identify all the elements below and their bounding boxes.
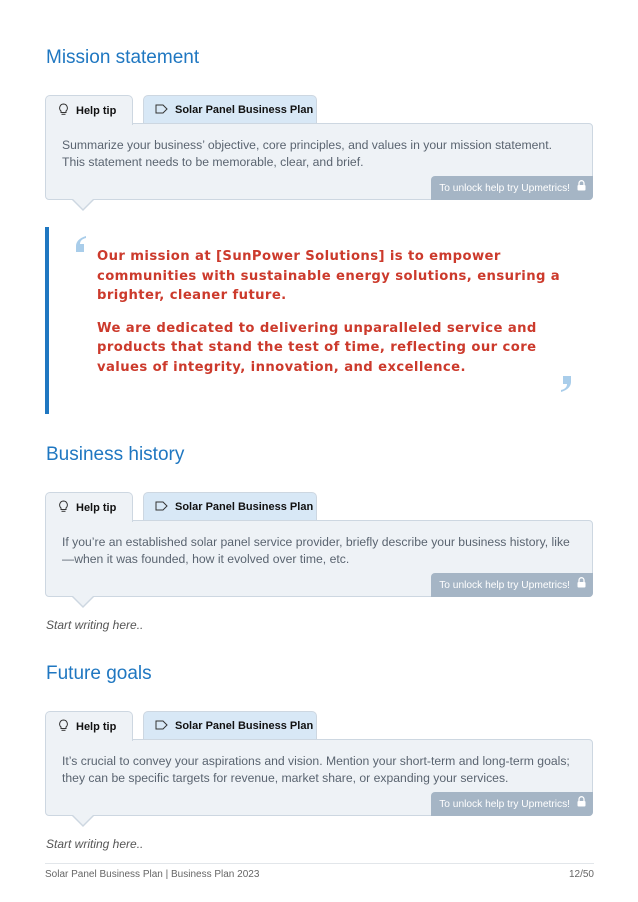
lightbulb-icon — [58, 719, 69, 735]
tab-help-tip[interactable] — [45, 492, 133, 522]
unlock-label: To unlock help try Upmetrics! — [439, 798, 570, 810]
tab-business-plan[interactable] — [143, 711, 317, 740]
lock-icon — [577, 180, 586, 197]
lock-icon — [577, 796, 586, 813]
tip-pointer — [71, 815, 95, 827]
tip-pointer — [71, 199, 95, 211]
tag-icon — [155, 501, 168, 514]
tab-business-plan-label: Solar Panel Business Plan — [175, 104, 314, 116]
quote-paragraph: Our mission at [SunPower Solutions] is to empower communities with sustainable energy solutions, ensuring a brighter, cleaner future. — [97, 249, 561, 303]
tab-help-tip[interactable] — [45, 95, 133, 125]
tab-business-plan[interactable] — [143, 492, 317, 521]
tab-help-tip[interactable] — [45, 711, 133, 741]
goals-writing-area[interactable]: Start writing here.. — [46, 837, 144, 851]
footer-divider — [45, 863, 594, 864]
tab-help-tip-label: Help tip — [76, 720, 117, 733]
unlock-help-button[interactable] — [431, 792, 593, 816]
open-quote-icon — [73, 235, 87, 258]
tip-content-box — [45, 123, 593, 200]
tag-icon — [155, 720, 168, 733]
lightbulb-icon — [58, 103, 69, 119]
history-help-tip — [45, 492, 593, 597]
tag-icon — [155, 104, 168, 117]
unlock-label: To unlock help try Upmetrics! — [439, 182, 570, 194]
tip-text: Summarize your business’ objective, core principles, and values in your mission statement. This statement needs to be memorable, clear, and brief. — [62, 138, 552, 169]
close-quote-icon — [560, 375, 574, 398]
tab-help-tip-label: Help tip — [76, 501, 117, 514]
quote-paragraph: We are dedicated to delivering unparalleled service and products that stand the test of time, reflecting our core values of integrity, innovation, and excellence. — [97, 320, 537, 375]
quote-text — [97, 247, 567, 377]
lightbulb-icon — [58, 500, 69, 516]
unlock-help-button[interactable] — [431, 573, 593, 597]
unlock-label: To unlock help try Upmetrics! — [439, 579, 570, 591]
tip-pointer — [71, 596, 95, 608]
footer-page-number: 12/50 — [568, 869, 594, 880]
footer-document-title: Solar Panel Business Plan | Business Plan 2023 — [45, 869, 260, 880]
tab-business-plan-label: Solar Panel Business Plan — [175, 501, 314, 513]
tab-help-tip-label: Help tip — [76, 104, 117, 117]
tip-text: If you’re an established solar panel service provider, briefly describe your business history, like—when it was founded, how it evolved over time, etc. — [62, 535, 570, 566]
tip-content-box — [45, 739, 593, 816]
goals-section-title: Future goals — [46, 663, 152, 684]
unlock-help-button[interactable] — [431, 176, 593, 200]
mission-help-tip — [45, 95, 593, 200]
tab-business-plan-label: Solar Panel Business Plan — [175, 720, 314, 732]
tab-business-plan[interactable] — [143, 95, 317, 124]
tip-content-box — [45, 520, 593, 597]
history-section-title: Business history — [46, 444, 185, 465]
mission-quote — [45, 227, 593, 414]
tip-text: It’s crucial to convey your aspirations and vision. Mention your short-term and long-term goals; they can be specific targets for revenue, market share, or expanding your services. — [62, 754, 570, 785]
history-writing-area[interactable]: Start writing here.. — [46, 618, 144, 632]
lock-icon — [577, 577, 586, 594]
goals-help-tip — [45, 711, 593, 816]
mission-section-title: Mission statement — [46, 47, 200, 68]
